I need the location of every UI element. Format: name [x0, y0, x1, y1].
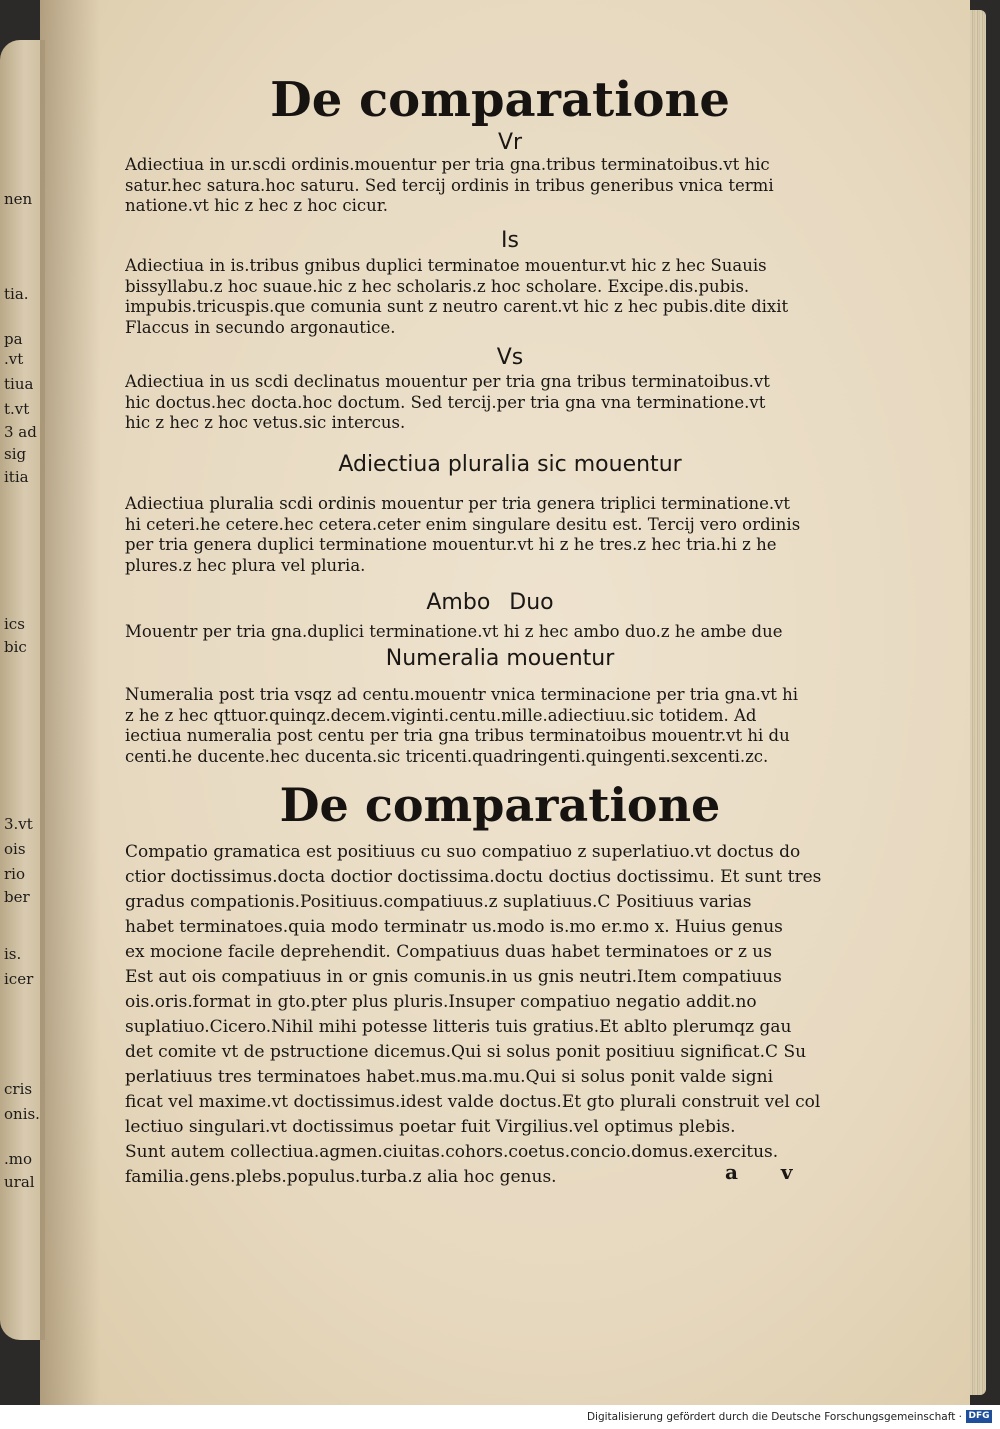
- text-line: bissyllabu.z hoc suaue.hic z hec scholaris.z hoc scholare. Excipe.dis.pubis.: [125, 276, 750, 296]
- text-line: Adiectiua in us scdi declinatus mouentur per tria gna tribus terminatoibus.vt: [125, 372, 770, 391]
- text-line: hi ceteri.he cetere.hec cetera.ceter enim singulare desitu est. Tercij vero ordinis: [125, 514, 801, 534]
- text-line: Flaccus in secundo argonautice.: [125, 317, 396, 337]
- text-line: Adiectiua in ur.scdi ordinis.mouentur per tria gna.tribus terminatoibus.vt hic: [125, 155, 770, 174]
- text-line: Adiectiua in is.tribus gnibus duplici terminatoe mouentur.vt hic z hec Suauis: [125, 256, 767, 275]
- text-line: Adiectiua pluralia scdi ordinis mouentur per tria genera triplici terminatione.vt: [125, 494, 791, 513]
- left-page-fragment: .mo: [4, 1150, 33, 1168]
- left-page-fragment: sig: [4, 445, 27, 463]
- text-line: per tria genera duplici terminatione mouentur.vt hi z he tres.z hec tria.hi z he: [125, 535, 777, 554]
- comparatio-paragraph: [125, 840, 855, 1190]
- left-page-fragment: rio: [4, 865, 25, 883]
- text-line: suplatiuo.Cicero.Nihil mihi potesse litteris tuis gratius.Et ablto plerumqz gau: [125, 1017, 792, 1037]
- text-line: natione.vt hic z hec z hoc cicur.: [125, 196, 389, 215]
- page-title: De comparatione: [270, 72, 730, 128]
- left-page-fragment: pa: [4, 330, 23, 348]
- text-line: satur.hec satura.hoc saturu. Sed tercij ordinis in tribus generibus vnica termi: [125, 175, 774, 195]
- dfg-logo: DFG: [966, 1410, 992, 1423]
- left-page-fragment: tiua: [4, 375, 34, 393]
- text-line: ois.oris.format in gto.pter plus pluris.Insuper compatiuo negatio addit.no: [125, 992, 757, 1012]
- left-page-fragment: ois: [4, 840, 26, 858]
- left-page-edge: [0, 40, 45, 1340]
- footer-credit: Digitalisierung gefördert durch die Deutsche Forschungsgemeinschaft ·: [586, 1411, 962, 1423]
- section-heading: Vs: [496, 345, 524, 370]
- left-page-fragment: 3 ad: [4, 423, 37, 441]
- left-page-fragment: ics: [4, 615, 25, 633]
- text-line: centi.he ducente.hec ducenta.sic tricenti.quadringenti.quingenti.sexcenti.zc.: [125, 746, 769, 766]
- chapter-title: De comparatione: [279, 778, 721, 832]
- text-line: Mouentr per tria gna.duplici terminatione.vt hi z hec ambo duo.z he ambe due: [125, 622, 783, 641]
- text-line: hic doctus.hec docta.hoc doctum. Sed tercij.per tria gna vna terminatione.vt: [125, 392, 766, 412]
- text-line: impubis.tricuspis.que comunia sunt z neutro carent.vt hic z hec pubis.dite dixit: [125, 297, 789, 316]
- text-line: ex mocione facile deprehendit. Compatiuus duas habet terminatoes or z us: [125, 942, 772, 962]
- text-line: plures.z hec plura vel pluria.: [125, 555, 366, 575]
- left-page-fragment: itia: [4, 468, 29, 486]
- left-page-fragment: nen: [4, 190, 33, 208]
- section-paragraph: [125, 256, 855, 338]
- left-page-fragment: tia.: [4, 285, 29, 303]
- text-line: iectiua numeralia post centu per tria gna tribus terminatoibus mouentr.vt hi du: [125, 726, 790, 745]
- text-line: gradus compationis.Positiuus.compatiuus.z suplatiuus.C Positiuus varias: [125, 892, 752, 912]
- text-line: Est aut ois compatiuus in or gnis comunis.in us gnis neutri.Item compatiuus: [125, 967, 782, 987]
- footer-bar: [0, 1405, 1000, 1429]
- text-line: det comite vt de pstructione dicemus.Qui si solus ponit positiuu significat.C Su: [125, 1042, 807, 1062]
- section-paragraph: [125, 494, 855, 576]
- section-paragraph: [125, 155, 855, 217]
- left-page-fragment: bic: [4, 638, 27, 656]
- text-line: perlatiuus tres terminatoes habet.mus.ma.mu.Qui si solus ponit valde signi: [125, 1067, 774, 1087]
- section-heading: Adiectiua pluralia sic mouentur: [338, 452, 682, 477]
- left-page-fragment: is.: [4, 945, 22, 963]
- left-page-fragment: ural: [4, 1173, 35, 1191]
- text-line: Sunt autem collectiua.agmen.ciuitas.cohors.coetus.concio.domus.exercitus.: [125, 1142, 779, 1162]
- text-line: Numeralia post tria vsqz ad centu.mouentr vnica terminacione per tria gna.vt hi: [125, 685, 798, 704]
- left-page-fragment: 3.vt: [4, 815, 33, 833]
- text-line: familia.gens.plebs.populus.turba.z alia hoc genus.: [125, 1167, 557, 1187]
- signature-mark: a v: [725, 1160, 811, 1184]
- left-page-fragment: cris: [4, 1080, 33, 1098]
- left-page-fragment: icer: [4, 970, 34, 988]
- text-line: ctior doctissimus.docta doctior doctissima.doctu doctius doctissimu. Et sunt tres: [125, 867, 822, 887]
- section-heading: Ambo Duo: [426, 590, 554, 615]
- text-line: Compatio gramatica est positiuus cu suo compatiuo z superlatiuo.vt doctus do: [125, 842, 801, 862]
- text-line: habet terminatoes.quia modo terminatr us.modo is.mo er.mo x. Huius genus: [125, 917, 783, 937]
- section-heading: Vr: [497, 130, 523, 155]
- text-line: ficat vel maxime.vt doctissimus.idest valde doctus.Et gto plurali construit vel col: [125, 1092, 821, 1112]
- section-paragraph: [125, 622, 855, 643]
- left-page-fragment: onis.: [4, 1105, 40, 1123]
- text-line: hic z hec z hoc vetus.sic intercus.: [125, 413, 406, 432]
- left-page-fragment: ber: [4, 888, 30, 906]
- section-heading: Is: [501, 228, 519, 253]
- text-line: z he z hec qttuor.quinqz.decem.viginti.centu.mille.adiectiuu.sic totidem. Ad: [125, 705, 757, 725]
- left-page-fragment: t.vt: [4, 400, 30, 418]
- gutter-shadow: [40, 0, 100, 1405]
- section-heading: Numeralia mouentur: [385, 646, 615, 671]
- text-line: lectiuo singulari.vt doctissimus poetar fuit Virgilius.vel optimus plebis.: [125, 1117, 736, 1137]
- left-page-fragment: .vt: [4, 350, 24, 368]
- section-paragraph: [125, 685, 855, 767]
- section-paragraph: [125, 372, 855, 434]
